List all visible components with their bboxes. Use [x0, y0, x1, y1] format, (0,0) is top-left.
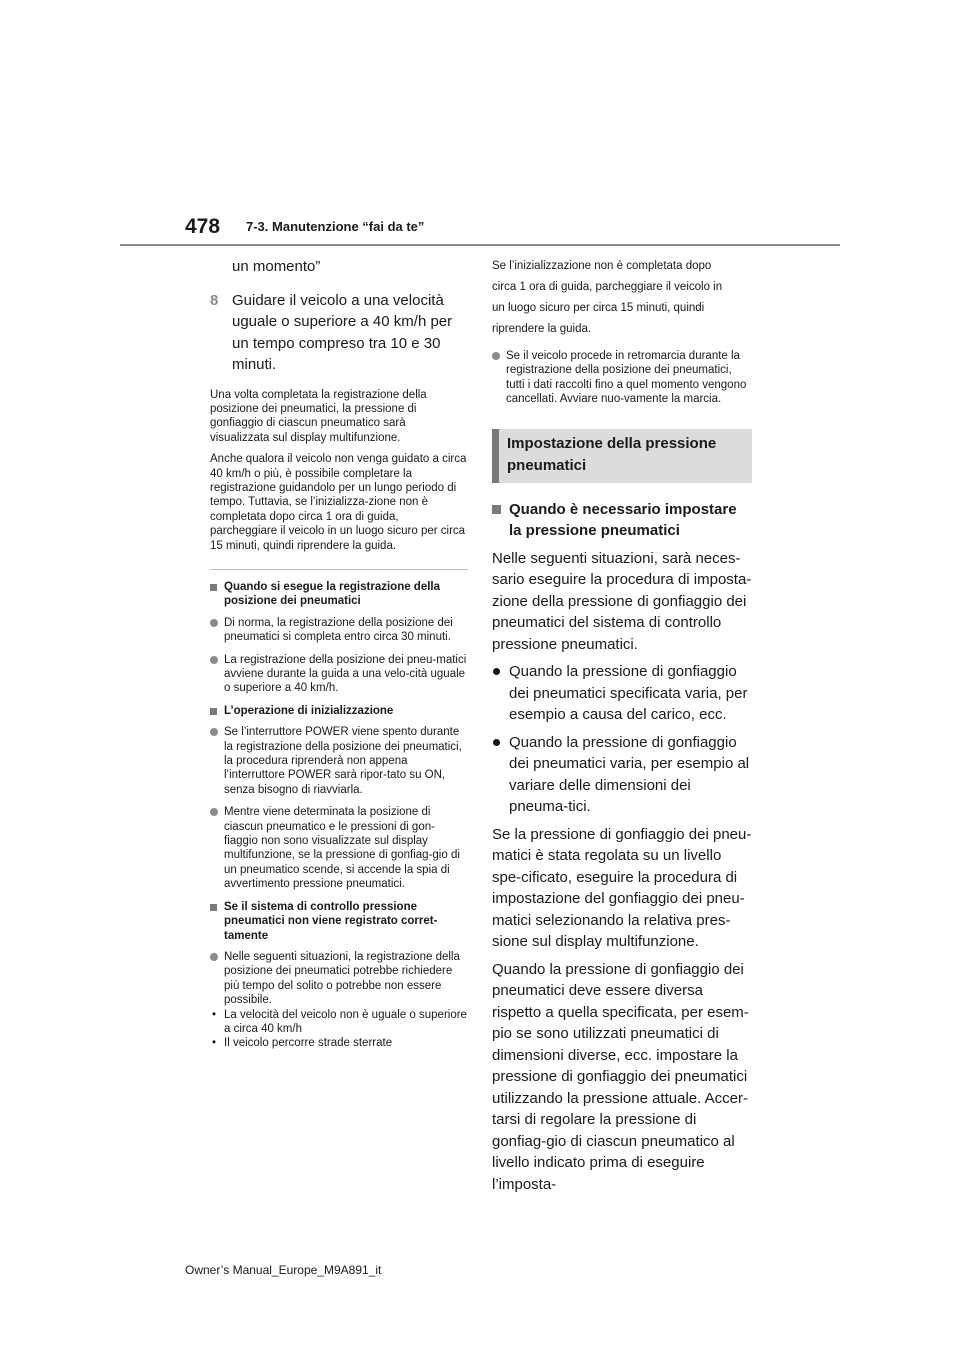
paragraph-different: Quando la pressione di gonfiaggio dei pneumatici deve essere diversa rispetto a quella specificata, per esem-pio se sono utilizzati pneumatici di dimensioni diverse, ecc. impostare la pressione di gonfiaggio dei pneumatici utilizzando la pressione attuale. Accer-tarsi di regolare la pressione di gonfiag-gio di ciascun pneumatico al livello indicato prima di eseguire l’imposta-	[492, 960, 749, 1193]
dash-bullet-icon: •	[212, 1037, 217, 1050]
dash-item-text: Il veicolo percorre strade sterrate	[224, 1037, 393, 1050]
paragraph-line: Se l’inizializzazione non è completata dopo	[492, 260, 712, 272]
note-heading-text: Quando si esegue la registrazione della posizione dei pneumatici	[224, 580, 441, 608]
subheading	[492, 499, 752, 542]
dash-item	[210, 1008, 468, 1037]
note-heading-text: Se il sistema di controllo pressione pneumatici non viene registrato corret-tamente	[224, 900, 438, 942]
footer-manual-id: Owner’s Manual_Europe_M9A891_it	[185, 1263, 382, 1277]
note-bullet-text: Nelle seguenti situazioni, la registrazione della posizione dei pneumatici potrebbe richiedere più tempo del solito o potrebbe non essere possibile.	[224, 950, 460, 1007]
section-label: 7-3. Manutenzione “fai da te”	[246, 219, 425, 234]
paragraph-long-drive: Anche qualora il veicolo non venga guidato a circa 40 km/h o più, è possibile completare la registrazione guidandolo per un lungo periodo di tempo. Tuttavia, se l’inizializza-zione non è completata dopo circa 1 ora di guida, parcheggiare il veicolo in un luogo sicuro per circa 15 minuti, quindi riprendere la guida.	[210, 453, 467, 552]
left-column	[210, 256, 468, 1051]
note-bullet-text: Se l’interruttore POWER viene spento durante la registrazione della posizione dei pneumatici, la procedura riprenderà non appena l’interruttore POWER sarà ripor-tato su ON, senza bisogno di riavviarla.	[224, 726, 462, 796]
square-bullet-icon	[210, 904, 217, 911]
note-bullet	[210, 725, 468, 797]
step-text: Guidare il veicolo a una velocità uguale o superiore a 40 km/h per un tempo compreso tra 10 e 30 minuti.	[232, 291, 453, 373]
paragraph-adjusted: Se la pressione di gonfiaggio dei pneu-matici è stata regolata su un livello spe-cificato, eseguire la procedura di impostazione del gonfiaggio dei pneu-matici selezionando la relativa pres-sione sul display multifunzione.	[492, 825, 752, 951]
circle-bullet-icon	[210, 808, 218, 816]
intro-paragraph: Nelle seguenti situazioni, sarà neces-sario eseguire la procedura di imposta-zione della pressione di gonfiaggio dei pneumatici del sistema di controllo pressione pneumatici.	[492, 549, 752, 653]
step-number: 8	[210, 291, 219, 309]
circle-bullet-icon	[210, 953, 218, 961]
note-heading-registration	[210, 580, 468, 609]
circle-bullet-icon	[210, 728, 218, 736]
bullet-item	[492, 661, 752, 726]
note-bullet-reverse	[492, 349, 752, 407]
bullet-item-text: Quando la pressione di gonfiaggio dei pneumatici varia, per esempio al variare delle dimensioni dei pneuma-tici.	[509, 733, 750, 816]
dash-bullet-icon: •	[212, 1008, 217, 1021]
circle-bullet-icon	[492, 352, 500, 360]
bullet-item	[492, 732, 752, 818]
note-bullet-text: Di norma, la registrazione della posizione dei pneumatici si completa entro circa 30 minuti.	[224, 616, 453, 644]
note-bullet-text: La registrazione della posizione dei pneu-matici avviene durante la guida a una velo-cità uguale o superiore a 40 km/h.	[224, 653, 467, 695]
subheading-text: Quando è necessario impostare la pressione pneumatici	[509, 500, 737, 540]
note-bullet	[210, 616, 468, 645]
note-heading-text: L’operazione di inizializzazione	[224, 704, 394, 717]
note-bullet-text: Se il veicolo procede in retromarcia durante la registrazione della posizione dei pneumatici, tutti i dati raccolti fino a quel momento vengono cancellati. Avviare nuo-vamente la marcia.	[506, 350, 747, 406]
dash-item	[210, 1036, 468, 1050]
page-number: 478	[185, 215, 221, 238]
paragraph-line: circa 1 ora di guida, parcheggiare il veicolo in	[492, 281, 723, 293]
notes-divider	[210, 569, 468, 570]
square-bullet-icon	[492, 505, 501, 514]
filled-bullet-icon	[493, 668, 500, 675]
paragraph-line: un luogo sicuro per circa 15 minuti, quindi	[492, 302, 705, 314]
bullet-item-text: Quando la pressione di gonfiaggio dei pneumatici specificata varia, per esempio a causa del carico, ecc.	[509, 663, 748, 724]
header-rule	[120, 244, 840, 246]
note-heading-not-registered	[210, 900, 468, 943]
note-heading-initialization	[210, 704, 468, 718]
step-8	[210, 290, 468, 376]
square-bullet-icon	[210, 584, 217, 591]
paragraph-line: riprendere la guida.	[492, 323, 592, 335]
right-column	[492, 256, 752, 1201]
paragraph-registration-complete: Una volta completata la registrazione della posizione dei pneumatici, la pressione di gonfiaggio di ciascun pneumatico sarà visualizzata sul display multifunzione.	[210, 388, 427, 444]
note-bullet	[210, 950, 468, 1008]
note-bullet	[210, 805, 468, 891]
note-bullet-text: Mentre viene determinata la posizione di ciascun pneumatico e le pressioni di gon-fiaggio non sono visualizzate sul display multifunzione, se la pressione di gonfiag-gio di un pneumatico scende, si accende la spia di avvertimento pressione pneumatici.	[224, 806, 460, 891]
circle-bullet-icon	[210, 656, 218, 664]
dash-item-text: La velocità del veicolo non è uguale o superiore a circa 40 km/h	[224, 1008, 467, 1035]
section-title-box: Impostazione della pressione pneumatici	[492, 429, 752, 483]
note-bullet	[210, 653, 468, 696]
filled-bullet-icon	[493, 739, 500, 746]
step-continuation: un momento”	[232, 258, 321, 275]
circle-bullet-icon	[210, 619, 218, 627]
square-bullet-icon	[210, 708, 217, 715]
